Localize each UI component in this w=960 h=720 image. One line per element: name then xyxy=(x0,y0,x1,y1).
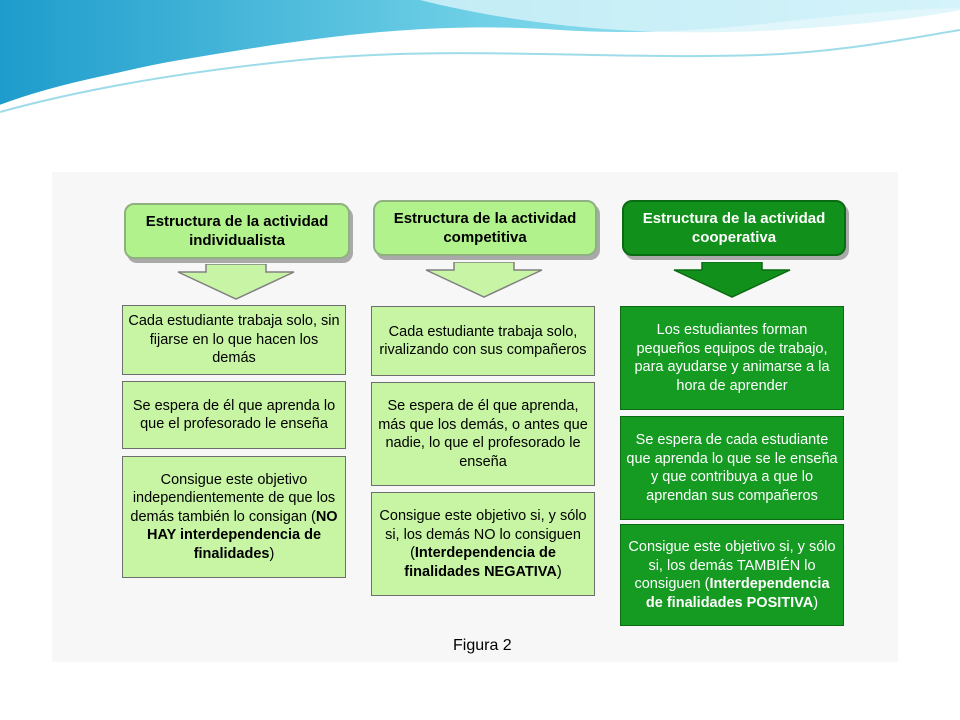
down-arrow-icon xyxy=(424,262,544,298)
box-individualista-3: Consigue este objetivo independientemente de que los demás también lo consigan (NO HAY interdependencia de finalidades) xyxy=(122,456,346,578)
box-competitiva-1: Cada estudiante trabaja solo, rivalizando con sus compañeros xyxy=(371,306,595,376)
box-cooperativa-2: Se espera de cada estudiante que aprenda lo que se le enseña y que contribuya a que lo aprendan sus compañeros xyxy=(620,416,844,520)
box-individualista-2: Se espera de él que aprenda lo que el profesorado le enseña xyxy=(122,381,346,449)
box-cooperativa-3: Consigue este objetivo si, y sólo si, los demás TAMBIÉN lo consiguen (Interdependencia de finalidades POSITIVA) xyxy=(620,524,844,626)
header-cooperativa: Estructura de la actividad cooperativa xyxy=(622,200,846,256)
box-individualista-1: Cada estudiante trabaja solo, sin fijarse en lo que hacen los demás xyxy=(122,305,346,375)
decorative-wave-banner xyxy=(0,0,960,130)
box-competitiva-3: Consigue este objetivo si, y sólo si, los demás NO lo consiguen (Interdependencia de finalidades NEGATIVA) xyxy=(371,492,595,596)
header-individualista: Estructura de la actividad individualista xyxy=(124,203,350,259)
figure-caption: Figura 2 xyxy=(453,637,512,654)
down-arrow-icon xyxy=(672,262,792,298)
box-cooperativa-1: Los estudiantes forman pequeños equipos de trabajo, para ayudarse y animarse a la hora de aprender xyxy=(620,306,844,410)
box-competitiva-2: Se espera de él que aprenda, más que los demás, o antes que nadie, lo que el profesorado le enseña xyxy=(371,382,595,486)
header-competitiva: Estructura de la actividad competitiva xyxy=(373,200,597,256)
down-arrow-icon xyxy=(176,264,296,300)
